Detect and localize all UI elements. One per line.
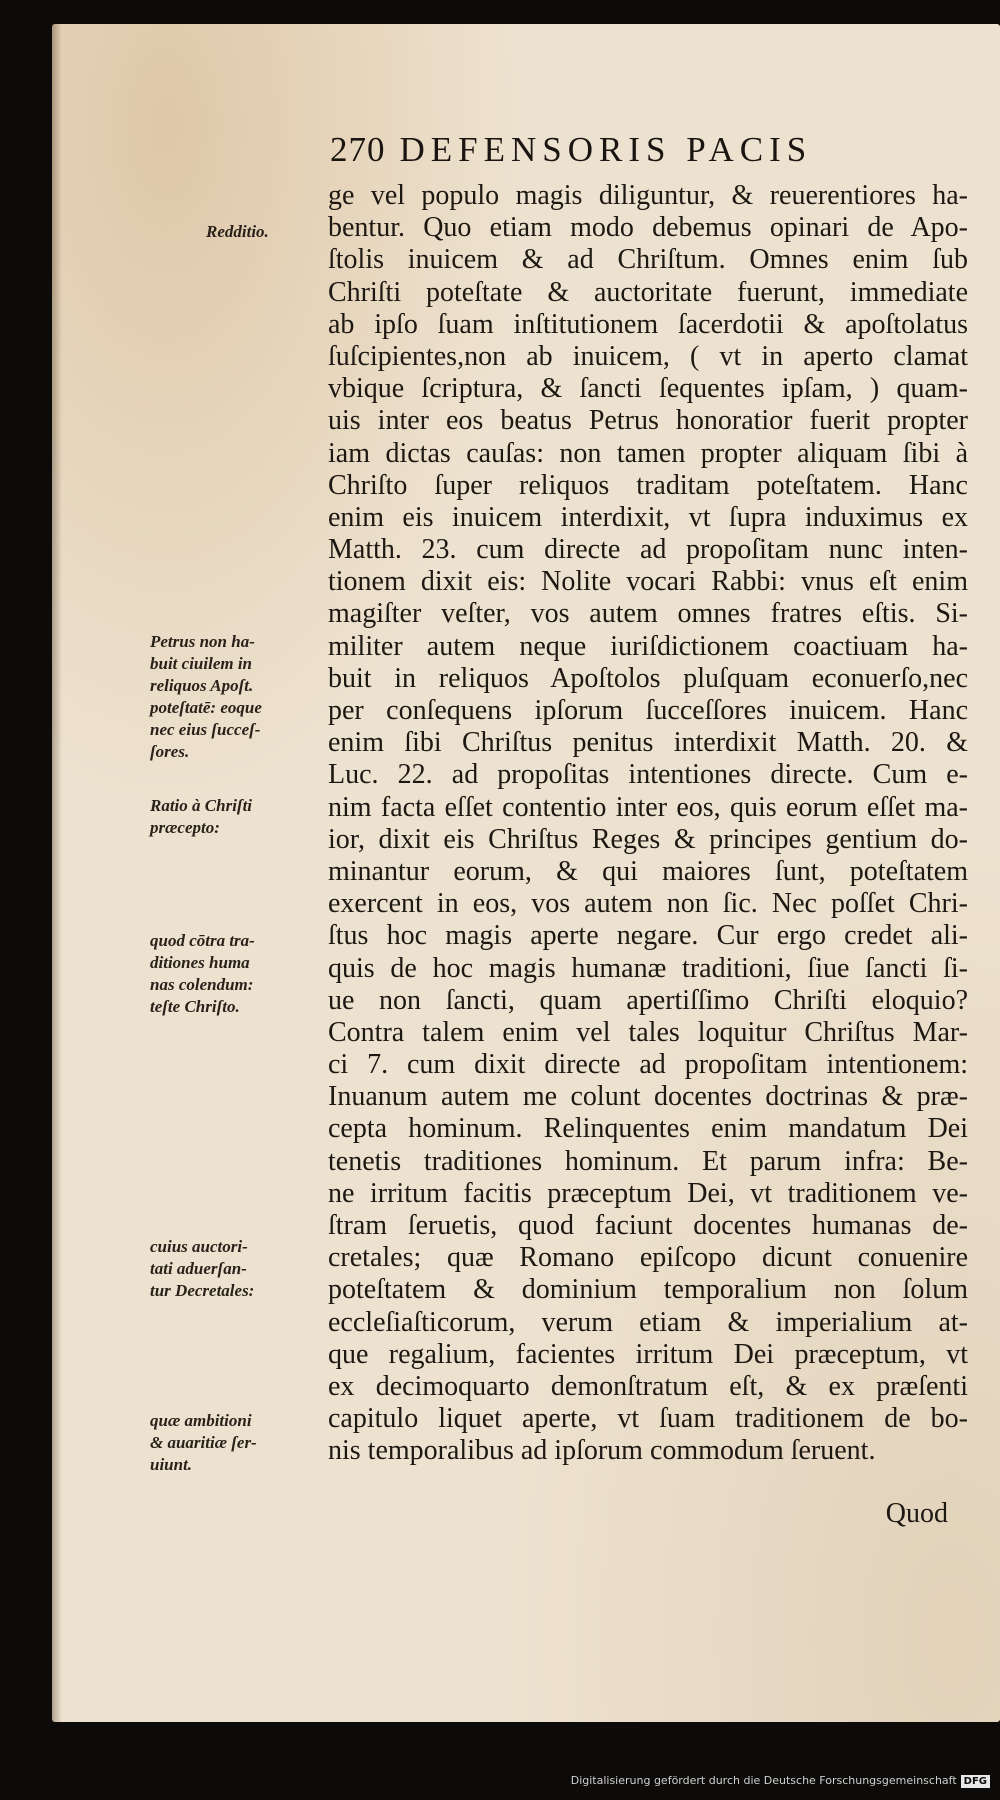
gutter-shadow [52,24,62,1722]
body-line: buit in reliquos Apoſtolos pluſquam econuerſo,nec [328,662,968,694]
marginal-note-petrus [150,631,318,763]
body-line: vbique ſcriptura, & ſancti ſequentes ipſam, ) quam- [328,373,968,405]
marginal-note-traditiones [150,930,318,1018]
catchword: Quod [885,1498,948,1529]
marginal-note-line: ditiones huma [150,953,250,972]
marginal-note-line: & auaritiæ ſer- [150,1433,257,1452]
body-line: ne irritum facitis præceptum Dei, vt traditionem ve- [328,1177,968,1209]
credit-text: Digitalisierung gefördert durch die Deutsche Forschungsgemeinschaft [570,1774,957,1787]
body-line: ſtram ſeruetis, quod faciunt docentes humanas de- [328,1210,968,1241]
body-line: ue non ſancti, quam apertiſſimo Chriſti eloquio? [328,984,968,1016]
body-line: magiſter veſter, vos autem omnes fratres eſtis. Si- [328,598,968,630]
body-line: ſtus hoc magis aperte negare. Cur ergo credet ali- [328,920,968,952]
body-line: enim eis inuicem interdixit, vt ſupra induximus ex [328,501,968,533]
body-line: militer autem neque iuriſdictionem coactiuam ha- [328,630,968,662]
marginal-note-line: nas colendum: [150,975,254,994]
body-line: Contra talem enim vel tales loquitur Chriſtus Mar- [328,1016,968,1048]
body-line: ab ipſo ſuam inſtitutionem ſacerdotii & apoſtolatus [328,308,968,340]
marginal-note-line: uiunt. [150,1455,193,1474]
body-line: ior, dixit eis Chriſtus Reges & principes gentium do- [328,823,968,855]
body-line: Inuanum autem me colunt docentes doctrinas & præ- [328,1081,968,1113]
marginal-note-decretales [150,1236,318,1302]
marginal-note-line: quod cōtra tra- [150,931,255,950]
body-line: Matth. 23. cum directe ad propoſitam nunc inten- [328,534,968,566]
body-line: Chriſti poteſtate & auctoritate fuerunt, immediate [328,276,968,308]
body-line: per conſequens ipſorum ſucceſſores inuicem. Hanc [328,695,968,726]
body-line: que regalium, facientes irritum Dei præceptum, vt [328,1338,968,1370]
marginal-note-line: Ratio à Chriſti [150,796,253,815]
marginal-note-ratio [150,795,318,839]
body-line: ex decimoquarto demonſtratum eſt, & ex præſenti [328,1370,968,1402]
body-line: cepta hominum. Relinquentes enim mandatum Dei [328,1113,968,1145]
body-line: nis temporalibus ad ipſorum commodum ſeruent. [328,1435,876,1467]
marginal-note-line: nec eius ſucceſ- [150,720,261,739]
page-number: 270 [330,130,386,169]
body-line: ci 7. cum dixit directe ad propoſitam intentionem: [328,1049,968,1081]
body-line: exercent in eos, vos autem non ſic. Nec poſſet Chri- [328,888,968,920]
body-line: ſtolis inuicem & ad Chriſtum. Omnes enim ſub [328,244,968,276]
marginal-note-line: Petrus non ha- [150,632,255,651]
body-line: ge vel populo magis diliguntur, & reuerentiores ha- [328,180,968,211]
running-head [330,130,960,170]
marginal-note-line: Redditio. [206,222,269,241]
body-line: iam dictas cauſas: non tamen propter aliquam ſibi à [328,437,968,469]
body-line: tionem dixit eis: Nolite vocari Rabbi: vnus eſt enim [328,566,968,598]
marginal-note-redditio [206,221,374,243]
body-line: minantur eorum, & qui maiores ſunt, poteſtatem [328,855,968,887]
body-line: quis de hoc magis humanæ traditioni, ſiue ſancti ſi- [328,952,968,984]
running-title: DEFENSORIS PACIS [399,130,813,169]
body-line: ſuſcipientes,non ab inuicem, ( vt in aperto clamat [328,340,968,372]
body-line: Luc. 22. ad propoſitas intentiones directe. Cum e- [328,759,968,791]
marginal-note-line: teſte Chriſto. [150,997,240,1016]
digitization-credit [571,1774,990,1788]
body-line: Chriſto ſuper reliquos traditam poteſtatem. Hanc [328,469,968,501]
marginal-note-line: cuius auctori- [150,1237,248,1256]
body-line: poteſtatem & dominium temporalium non ſolum [328,1274,968,1306]
marginal-note-line: reliquos Apoſt. [150,676,254,695]
marginal-note-line: quæ ambitioni [150,1411,252,1430]
body-line: capitulo liquet aperte, vt ſuam traditionem de bo- [328,1403,968,1435]
body-line: enim ſibi Chriſtus penitus interdixit Matth. 20. & [328,727,968,759]
body-line: nim facta eſſet contentio inter eos, quis eorum eſſet ma- [328,791,968,823]
marginal-note-line: ſores. [150,742,190,761]
body-text [328,180,968,1468]
body-line: cretales; quæ Romano epiſcopo dicunt conuenire [328,1242,968,1274]
marginal-note-line: poteſtatē: eoque [150,698,262,717]
body-line: tenetis traditiones hominum. Et parum infra: Be- [328,1145,968,1177]
dfg-logo: DFG [961,1775,990,1788]
marginal-note-line: præcepto: [150,818,220,837]
body-line: eccleſiaſticorum, verum etiam & imperialium at- [328,1306,968,1338]
body-line: uis inter eos beatus Petrus honoratior fuerit propter [328,405,968,437]
marginal-note-line: tur Decretales: [150,1281,255,1300]
body-line: bentur. Quo etiam modo debemus opinari de Apo- [328,212,968,244]
marginal-note-line: tati aduerſan- [150,1259,247,1278]
marginal-note-line: buit ciuilem in [150,654,253,673]
marginal-note-ambitioni [150,1410,318,1476]
